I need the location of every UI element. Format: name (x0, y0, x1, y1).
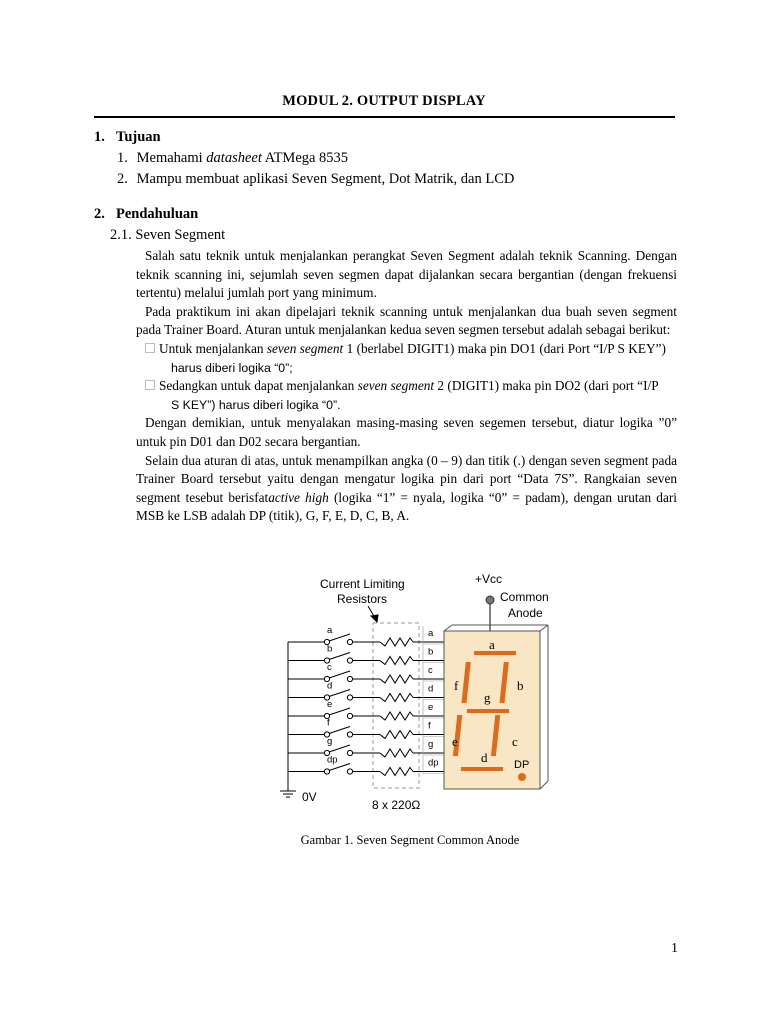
paragraph-4-b: (logika “1” = nyala, logika “0” = padam), dengan urutan dari MSB ke LSB adalah DP (titik), G, F, E, D, C, B, A. (136, 489, 677, 524)
switch-lever (329, 671, 350, 678)
switch-contact (324, 769, 329, 774)
paragraph-2: Pada praktikum ini akan dipelajari teknik scanning untuk menjalankan dua buah seven segment pada Trainer Board. Aturan untuk menjalankan kedua seven segmen tersebut adalah sebagai berikut: (136, 303, 677, 338)
switch-label: g (327, 736, 333, 747)
switch-contact (347, 769, 352, 774)
segment-d (461, 767, 503, 771)
seg-label-f: f (454, 678, 459, 693)
pin-label: a (428, 628, 434, 639)
pin-label: e (428, 702, 434, 713)
segment-dp (518, 773, 526, 781)
resistor-symbol (380, 712, 413, 720)
switch-contact (347, 676, 352, 681)
objective-2 (117, 171, 514, 188)
module-title: MODUL 2. OUTPUT DISPLAY (282, 93, 486, 109)
objective-1 (117, 150, 348, 167)
page-number: 1 (671, 941, 678, 956)
common-anode-label-line1: Common (500, 590, 549, 604)
section-1-title: Tujuan (116, 129, 161, 145)
pin-label: d (428, 683, 434, 695)
resistor-symbol (380, 657, 413, 665)
switch-label: dp (327, 754, 338, 766)
pin-label: dp (428, 757, 439, 769)
pin-label: c (428, 665, 433, 676)
resistor-symbol (380, 749, 413, 757)
common-anode-label-line2: Anode (508, 606, 543, 620)
bullet-2-pre: Sedangkan untuk dapat menjalankan (159, 378, 358, 394)
seven-segment-circuit-diagram (278, 565, 558, 815)
circuit-row (288, 681, 444, 702)
circuit-row (288, 699, 444, 720)
switch-contact (347, 732, 352, 737)
paragraph-4-em: active high (268, 489, 329, 505)
objective-1-post: ATMega 8535 (261, 150, 349, 166)
seg-label-g: g (484, 690, 491, 705)
resistor-symbol (380, 675, 413, 683)
paragraph-4 (136, 452, 677, 526)
section-2-title: Pendahuluan (116, 206, 199, 222)
objective-2-text: Mampu membuat aplikasi Seven Segment, Dot Matrik, dan LCD (136, 171, 515, 187)
switch-label: a (327, 625, 333, 636)
segment-g (467, 709, 509, 713)
vcc-label: +Vcc (475, 572, 503, 586)
seg-label-d: d (481, 750, 488, 765)
objective-2-number: 2. (117, 171, 128, 187)
pin-label: f (428, 720, 431, 732)
switch-label: d (327, 680, 333, 692)
pin-label: g (428, 739, 434, 750)
switch-contact (347, 658, 352, 663)
switch-contact (347, 639, 352, 644)
pin-label: b (428, 646, 434, 658)
subsection-title: 2.1. Seven Segment (110, 227, 226, 243)
resistors-label-line1: Current Limiting (320, 577, 405, 591)
bullet-1-mid: 1 (berlabel DIGIT1) maka pin DO1 (dari Port “I/P S KEY”) (343, 340, 666, 356)
switch-contact (347, 750, 352, 755)
circuit-row (288, 625, 444, 646)
switch-label: e (327, 699, 333, 710)
bullet-2-mid: 2 (DIGIT1) maka pin DO2 (dari port “I/P (434, 378, 659, 394)
ground-label: 0V (302, 790, 317, 804)
objective-1-number: 1. (117, 150, 128, 166)
figure-caption: Gambar 1. Seven Segment Common Anode (300, 833, 520, 847)
bullet-1-pre: Untuk menjalankan (159, 340, 267, 356)
bullet-2 (136, 377, 677, 414)
paragraph-1: Salah satu teknik untuk menjalankan perangkat Seven Segment adalah teknik Scanning. Dengan teknik scanning ini, sejumlah seven segmen dapat dijalankan secara bergantian (dengan frekuensi tertentu) melalui jumlah port yang minimum. (136, 248, 677, 301)
bullet-box-icon (145, 343, 155, 353)
bullet-1-cont: harus diberi logika “0”; (171, 360, 293, 375)
switch-lever (329, 727, 350, 734)
section-1-heading (94, 129, 161, 146)
seg-label-c: c (512, 734, 518, 749)
section-2-heading (94, 206, 198, 223)
bullet-1-em: seven segment (266, 340, 344, 356)
bullet-box-icon (145, 380, 155, 390)
section-1-number: 1. (94, 129, 105, 145)
seg-label-dp: DP (514, 759, 530, 771)
switch-contact (347, 713, 352, 718)
title-rule (94, 116, 675, 118)
objective-1-em: datasheet (206, 150, 262, 166)
paragraph-3: Dengan demikian, untuk menyalakan masing-masing seven segemen tersebut, diatur logika ”0” untuk pin D01 dan D02 secara bergantian. (136, 415, 677, 449)
section-2-number: 2. (94, 206, 105, 222)
circuit-rows (288, 625, 444, 776)
bullet-1 (136, 340, 677, 377)
circuit-row (288, 662, 444, 683)
bullet-2-cont: S KEY”) harus diberi logika “0”. (171, 397, 341, 412)
circuit-row (288, 718, 444, 739)
seg-label-e: e (452, 734, 458, 749)
switch-label: f (327, 717, 330, 729)
circuit-row (288, 736, 444, 757)
objective-1-pre: Memahami (136, 150, 207, 166)
resistor-symbol (380, 731, 413, 739)
resistor-symbol (380, 638, 413, 646)
resistors-label-line2: Resistors (337, 592, 388, 606)
bullet-2-em: seven segment (357, 378, 435, 394)
seg-label-a: a (489, 637, 495, 652)
resistor-symbol (380, 768, 413, 776)
circuit-row (288, 644, 444, 665)
resistor-symbol (380, 694, 413, 702)
section-2-body (136, 247, 677, 526)
switch-label: b (327, 643, 333, 655)
switch-label: c (327, 662, 332, 673)
resistor-value-label: 8 x 220Ω (372, 798, 421, 812)
paragraph-4-a: Selain dua aturan di atas, untuk menampilkan angka (0 – 9) dan titik (.) dengan seven segment pada Trainer Board tersebut yaitu dengan mengatur logika pin dari port “Data 7S”. Rangkaian seven segment tesebut berisfat (136, 452, 677, 505)
switch-contact (347, 695, 352, 700)
segment-a (474, 651, 516, 655)
vcc-terminal-icon (486, 596, 494, 604)
seg-label-b: b (517, 678, 524, 693)
circuit-row (288, 755, 444, 776)
